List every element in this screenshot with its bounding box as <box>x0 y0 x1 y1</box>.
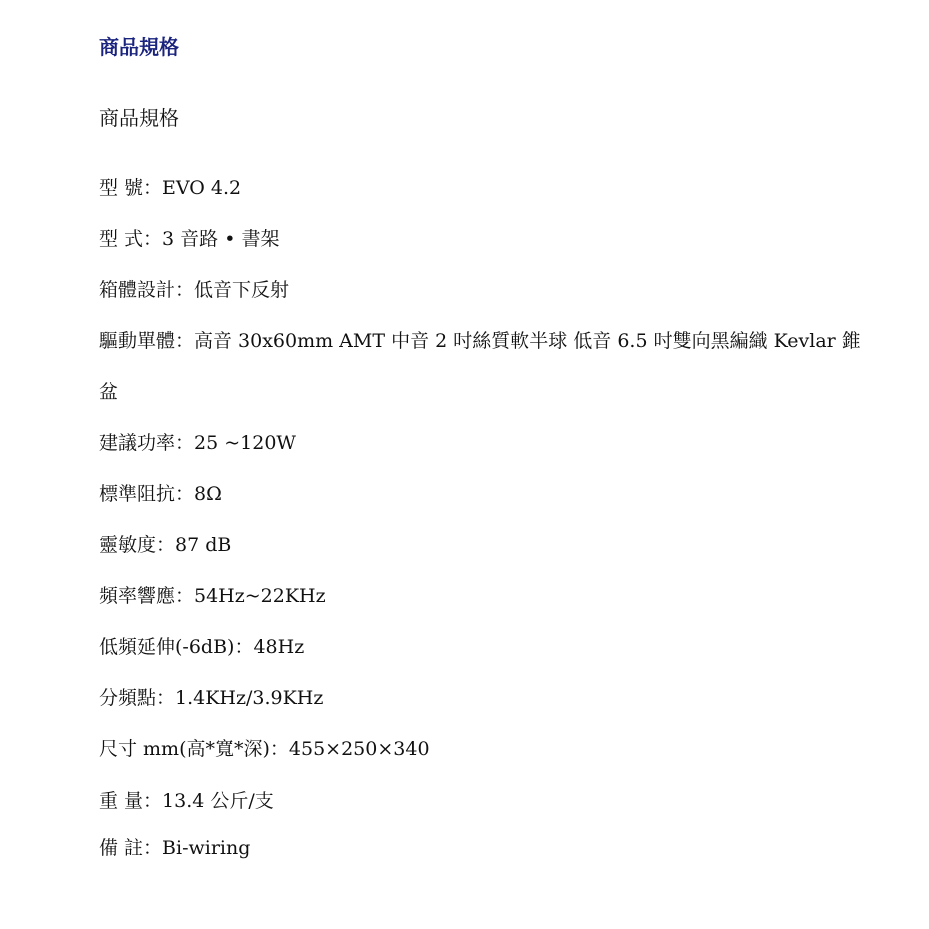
section-title: 商品規格 <box>99 106 179 130</box>
spec-model: 型 號：EVO 4.2 <box>99 177 242 199</box>
spec-cabinet-design: 箱體設計：低音下反射 <box>99 279 290 301</box>
spec-dimensions: 尺寸 mm(高*寬*深)：455×250×340 <box>99 738 430 760</box>
spec-notes: 備 註：Bi-wiring <box>99 837 251 859</box>
spec-crossover: 分頻點：1.4KHz/3.9KHz <box>99 687 324 709</box>
spec-weight: 重 量：13.4 公斤/支 <box>99 790 274 812</box>
page-title: 商品規格 <box>99 35 179 59</box>
spec-sensitivity: 靈敏度：87 dB <box>99 534 232 556</box>
spec-drivers: 驅動單體：高音 30x60mm AMT 中音 2 吋絲質軟半球 低音 6.5 吋雙向黑編織 Kevlar 錐 <box>99 330 861 352</box>
spec-frequency-response: 頻率響應：54Hz~22KHz <box>99 585 326 607</box>
spec-low-extension: 低頻延伸(-6dB)：48Hz <box>99 636 305 658</box>
spec-impedance: 標準阻抗：8Ω <box>99 483 222 505</box>
spec-drivers-wrap: 盆 <box>99 381 119 403</box>
spec-type: 型 式：3 音路 • 書架 <box>99 228 280 250</box>
spec-recommended-power: 建議功率：25 ~120W <box>99 432 296 454</box>
